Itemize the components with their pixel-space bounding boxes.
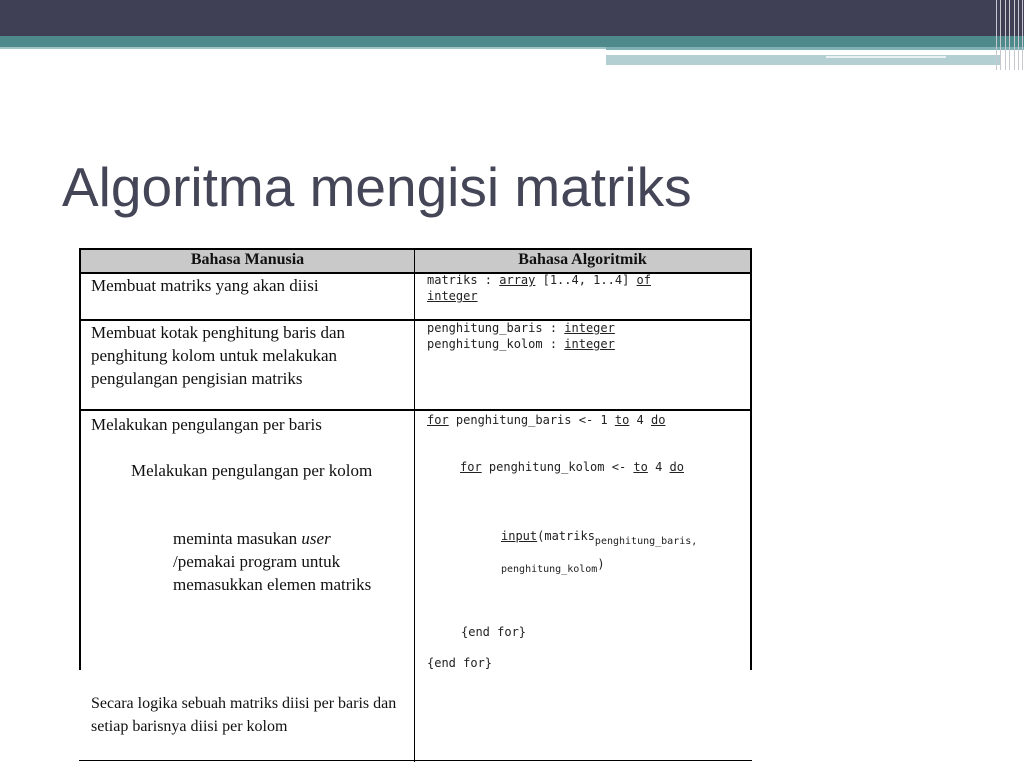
row2-code — [427, 320, 615, 352]
row3-human-inner-em: user — [301, 529, 331, 548]
header-accent-highlight — [826, 56, 946, 58]
for-loop-kolom — [460, 459, 684, 475]
for-loop-kolom-text: penghitung_kolom <- — [481, 460, 634, 474]
header-bahasa-manusia: Bahasa Manusia — [190, 251, 305, 268]
header-stripes — [994, 0, 1024, 70]
row2-human-text: Membuat kotak penghitung baris dan penghitung kolom untuk melakukan pengulangan pengisian matriks — [91, 323, 346, 388]
row3-human-outer: Melakukan pengulangan per baris — [91, 415, 322, 434]
table-column-divider — [414, 248, 415, 762]
input-index-kolom: penghitung_kolom — [501, 564, 598, 575]
header-bahasa-algoritmik: Bahasa Algoritmik — [518, 251, 647, 268]
for-loop-baris-limit: 4 — [629, 413, 651, 427]
row3-human-inner-b: /pemakai program untuk memasukkan elemen matriks — [173, 552, 372, 594]
keyword-do: do — [669, 460, 684, 474]
keyword-input: input — [501, 529, 538, 543]
row3-human-inner — [173, 527, 393, 596]
end-for-outer: {end for} — [427, 656, 493, 670]
row1-code-a: matriks : — [427, 273, 500, 287]
keyword-integer: integer — [564, 321, 615, 335]
end-for-inner: {end for} — [461, 625, 527, 639]
row2-code-b: penghitung_kolom : — [427, 337, 565, 351]
algorithm-table — [79, 248, 752, 764]
keyword-to: to — [614, 413, 630, 427]
table-border-right — [750, 248, 752, 670]
keyword-integer: integer — [564, 337, 615, 351]
input-statement — [501, 525, 697, 581]
table-rule-row2 — [79, 409, 752, 411]
row2-code-a: penghitung_baris : — [427, 321, 565, 335]
row1-code — [427, 272, 651, 304]
keyword-array: array — [499, 273, 536, 287]
row1-code-b: [1..4, 1..4] — [535, 273, 637, 287]
header-accent-line — [0, 47, 606, 49]
table-border-top — [79, 248, 752, 250]
input-matriks: (matriks — [537, 529, 595, 543]
keyword-integer: integer — [427, 289, 478, 303]
keyword-for: for — [460, 460, 482, 474]
keyword-of: of — [636, 273, 651, 287]
slide-title: Algoritma mengisi matriks — [62, 156, 692, 218]
input-index-baris: penghitung_baris, — [594, 536, 698, 547]
row1-human-text: Membuat matriks yang akan diisi — [91, 276, 319, 295]
table-border-left — [79, 248, 81, 670]
keyword-for: for — [427, 413, 449, 427]
table-border-bottom — [79, 760, 752, 761]
for-loop-kolom-limit: 4 — [647, 460, 670, 474]
row3-human-inner-a: meminta masukan — [173, 529, 302, 548]
for-loop-baris — [427, 412, 665, 428]
row3-human-middle: Melakukan pengulangan per kolom — [131, 461, 373, 480]
keyword-to: to — [633, 460, 648, 474]
for-loop-baris-text: penghitung_baris <- 1 — [448, 413, 615, 427]
keyword-do: do — [651, 413, 666, 427]
header-band-teal — [0, 36, 1024, 47]
row4-human-text: Secara logika sebuah matriks diisi per baris dan setiap barisnya diisi per kolom — [91, 695, 397, 735]
input-close-paren: ) — [597, 557, 605, 571]
header-accent-line-right — [606, 47, 1024, 50]
header-band-dark — [0, 0, 1024, 36]
